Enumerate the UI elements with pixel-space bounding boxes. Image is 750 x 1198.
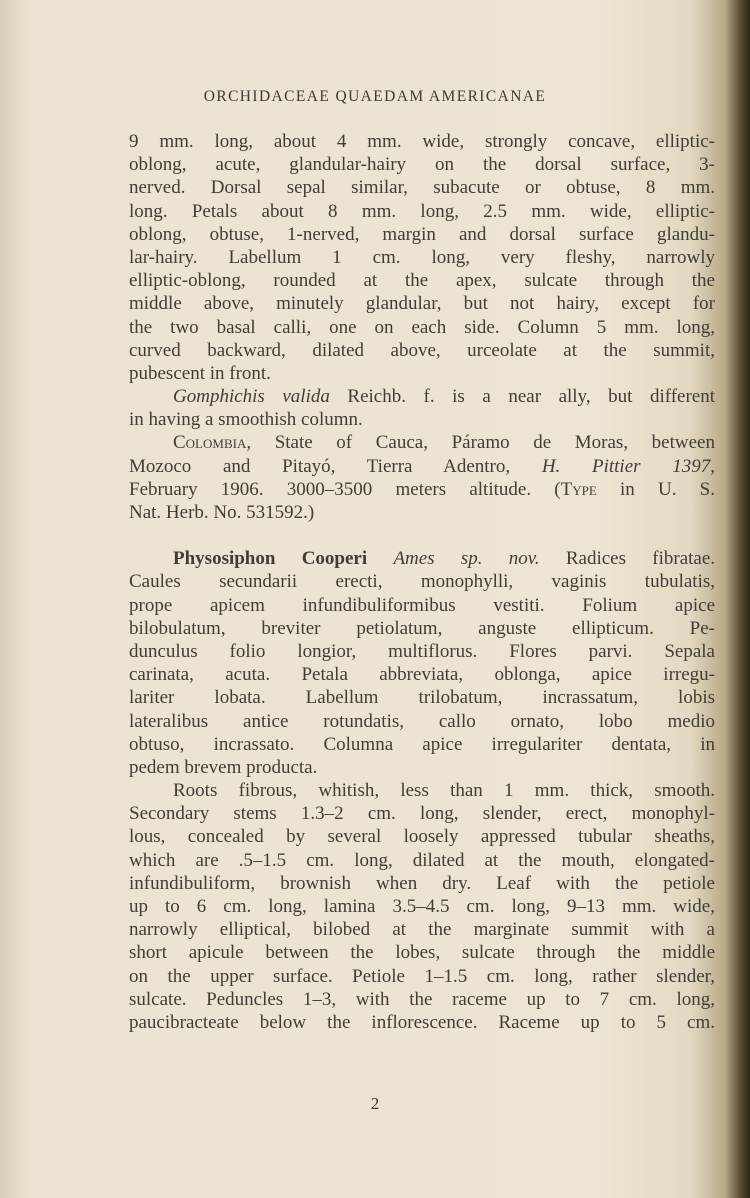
text-line: Secondary stems 1.3–2 cm. long, slender, erect, monophyl-: [129, 803, 715, 825]
text-line: infundibuliform, brownish when dry. Leaf with the petiole: [129, 872, 715, 894]
text-line: nerved. Dorsal sepal similar, subacute or obtuse, 8 mm.: [129, 177, 715, 199]
text-line: on the upper surface. Petiole 1–1.5 cm. long, rather slender,: [129, 965, 715, 987]
text-line: Nat. Herb. No. 531592.): [129, 502, 315, 523]
text-line: obtuso, incrassato. Columna apice irregulariter dentata, in: [129, 733, 715, 755]
text-line: in having a smoothish column.: [129, 409, 363, 431]
text-line: Colombia, State of Cauca, Páramo de Moras, between: [173, 432, 715, 454]
text-line: Caules secundarii erecti, monophylli, vaginis tubulatis,: [129, 571, 715, 593]
type-label: Type: [560, 478, 597, 500]
text-line: lateralibus antice rotundatis, callo ornato, lobo medio: [129, 710, 715, 732]
text-line: bilobulatum, breviter petiolatum, anguste ellipticum. Pe-: [129, 617, 715, 639]
text-line: lariter lobata. Labellum trilobatum, incrassatum, lobis: [129, 687, 715, 709]
taxon-name: Gomphichis valida: [173, 386, 330, 408]
text-line: long. Petals about 8 mm. long, 2.5 mm. wide, elliptic-: [129, 200, 715, 222]
text-line: elliptic-oblong, rounded at the apex, sulcate through the: [129, 270, 715, 292]
text-line: middle above, minutely glandular, but not hairy, except for: [129, 293, 715, 315]
text-line: up to 6 cm. long, lamina 3.5–4.5 cm. long, 9–13 mm. wide,: [129, 896, 715, 917]
text-line: lar-hairy. Labellum 1 cm. long, very fleshy, narrowly: [129, 246, 715, 268]
text-line: Mozoco and Pitayó, Tierra Adentro, H. Pittier 1397,: [129, 455, 715, 477]
species-heading: Physosiphon Cooperi: [173, 548, 368, 570]
running-head: ORCHIDACEAE QUAEDAM AMERICANAE: [203, 88, 547, 105]
text-line: short apicule between the lobes, sulcate through the middle: [129, 942, 715, 964]
text-line: dunculus folio longior, multiflorus. Flores parvi. Sepala: [129, 640, 715, 662]
text-line: carinata, acuta. Petala abbreviata, oblonga, apice irregu-: [129, 664, 715, 686]
species-authority: Ames sp. nov.: [393, 548, 540, 570]
text-line: Gomphichis valida Reichb. f. is a near ally, but different: [173, 386, 716, 408]
text-line: the two basal calli, one on each side. Column 5 mm. long,: [129, 316, 715, 338]
text-line: February 1906. 3000–3500 meters altitude. (Type in U. S.: [129, 478, 715, 500]
text-line: 9 mm. long, about 4 mm. wide, strongly concave, elliptic-: [129, 131, 715, 152]
text-line: Roots fibrous, whitish, less than 1 mm. thick, smooth.: [173, 780, 715, 802]
text-line: oblong, acute, glandular-hairy on the dorsal surface, 3-: [129, 154, 715, 176]
text-line: narrowly elliptical, bilobed at the marginate summit with a: [129, 919, 715, 941]
text-line: pubescent in front.: [129, 362, 271, 384]
page-body: [129, 130, 715, 1034]
text-line: lous, concealed by several loosely appressed tubular sheaths,: [129, 826, 715, 848]
text-line: oblong, obtuse, 1-nerved, margin and dorsal surface glandu-: [129, 223, 715, 245]
text-line: sulcate. Peduncles 1–3, with the raceme up to 7 cm. long,: [129, 988, 715, 1010]
text-line: prope apicem infundibuliformibus vestiti. Folium apice: [129, 594, 715, 616]
section-gap: [129, 524, 715, 547]
text-line: curved backward, dilated above, urceolate at the summit,: [129, 339, 715, 361]
text-line: pedem brevem producta.: [129, 756, 318, 778]
text-line: paucibracteate below the inflorescence. Raceme up to 5 cm.: [129, 1011, 715, 1033]
page-number: 2: [370, 1094, 380, 1113]
text-line: Physosiphon Cooperi Ames sp. nov. Radices fibratae.: [173, 548, 716, 570]
collector-citation: H. Pittier 1397: [541, 455, 711, 477]
locality-country: Colombia: [173, 432, 247, 454]
text-line: which are .5–1.5 cm. long, dilated at the mouth, elongated-: [129, 849, 715, 871]
